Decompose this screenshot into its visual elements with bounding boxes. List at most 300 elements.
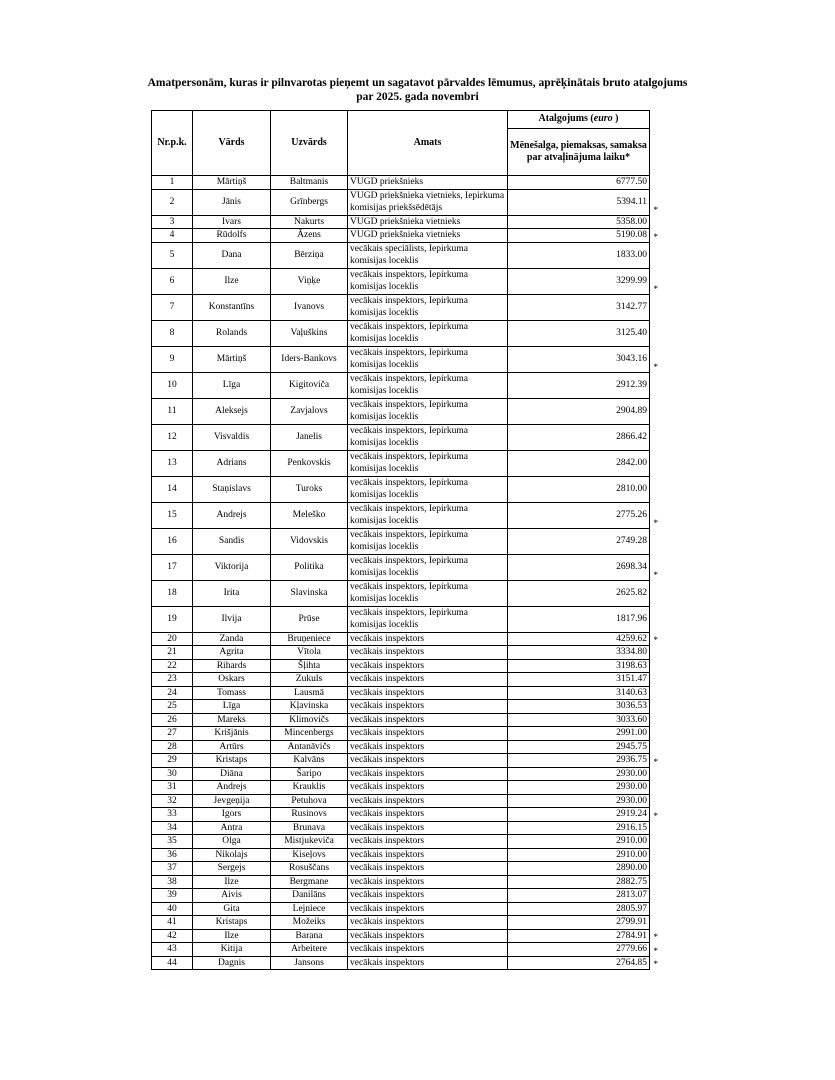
salary-amount: 2904.89 [616,405,647,416]
first-name-cell: Rihards [193,659,271,673]
last-name-cell: Šļihta [271,659,348,673]
last-name-cell: Krauklis [271,781,348,795]
first-name-cell: Andrejs [193,781,271,795]
salary-amount: 2930.00 [616,768,647,779]
first-name-cell: Jevgeņija [193,794,271,808]
last-name-cell: Klimovičs [271,713,348,727]
row-number-cell: 2 [152,189,193,215]
salary-amount-cell [508,875,650,889]
first-name-cell: Konstantīns [193,294,271,320]
first-name-cell: Līga [193,372,271,398]
salary-amount-cell [508,372,650,398]
last-name-cell: Lausmā [271,686,348,700]
position-cell: vecākais inspektors, Iepirkuma komisijas loceklis [348,476,508,502]
last-name-cell: Jansons [271,956,348,970]
first-name-cell: Agrita [193,646,271,660]
table-row [152,229,650,243]
table-row [152,242,650,268]
table-row [152,580,650,606]
header-nr: Nr.p.k. [152,111,193,176]
first-name-cell: Kristaps [193,916,271,930]
first-name-cell: Diāna [193,767,271,781]
salary-amount-cell [508,902,650,916]
salary-amount-cell [508,346,658,372]
last-name-cell: Janelis [271,424,348,450]
table-row [152,956,650,970]
salary-amount: 5358.00 [616,216,647,227]
last-name-cell: Politika [271,554,348,580]
position-cell: vecākais inspektors, Iepirkuma komisijas loceklis [348,554,508,580]
last-name-cell: Mincenbergs [271,727,348,741]
row-number-cell: 37 [152,862,193,876]
last-name-cell: Slavinska [271,580,348,606]
document-title [0,76,835,104]
table-row [152,943,650,957]
table-row [152,794,650,808]
row-number-cell: 19 [152,606,193,632]
table-row [152,346,650,372]
position-cell: vecākais inspektors [348,646,508,660]
last-name-cell: Kiseļovs [271,848,348,862]
header-position: Amats [348,111,508,176]
last-name-cell: Bruņeniece [271,632,348,646]
salary-amount-cell [508,821,650,835]
salary-amount: 2784.91 [616,930,647,941]
table-row [152,528,650,554]
salary-amount: 2866.42 [616,431,647,442]
salary-amount-cell [508,632,658,646]
position-cell: VUGD priekšnieka vietnieks [348,229,508,243]
footnote-asterisk: * [653,945,658,956]
position-cell: vecākais inspektors [348,902,508,916]
position-cell: VUGD priekšnieka vietnieks, Iepirkuma komisijas priekšsēdētājs [348,189,508,215]
row-number-cell: 4 [152,229,193,243]
first-name-cell: Andrejs [193,502,271,528]
position-cell: VUGD priekšnieka vietnieks [348,215,508,229]
last-name-cell: Brunava [271,821,348,835]
salary-amount: 2910.00 [616,849,647,860]
document-title-line2: par 2025. gada novembri [356,91,479,103]
salary-amount-cell [508,713,650,727]
salary-amount: 1817.96 [616,613,647,624]
first-name-cell: Irita [193,580,271,606]
first-name-cell: Krišjānis [193,727,271,741]
salary-amount: 2842.00 [616,457,647,468]
salary-amount-cell [508,450,650,476]
last-name-cell: Bērziņa [271,242,348,268]
last-name-cell: Rusinovs [271,808,348,822]
salary-amount: 5394.11 [616,196,647,207]
position-cell: vecākais inspektors, Iepirkuma komisijas loceklis [348,372,508,398]
table-row [152,189,650,215]
table-row [152,740,650,754]
first-name-cell: Oskars [193,673,271,687]
salary-amount-cell [508,502,658,528]
row-number-cell: 5 [152,242,193,268]
salary-amount-cell [508,424,650,450]
row-number-cell: 40 [152,902,193,916]
last-name-cell: Baltmanis [271,176,348,190]
header-salary-sub: Mēnešalga, piemaksas, samaksa par atvaļinājuma laiku* [508,129,650,176]
last-name-cell: Ivanovs [271,294,348,320]
first-name-cell: Aleksejs [193,398,271,424]
position-cell: vecākais inspektors, Iepirkuma komisijas loceklis [348,606,508,632]
last-name-cell: Barana [271,929,348,943]
last-name-cell: Prūse [271,606,348,632]
position-cell: vecākais inspektors [348,929,508,943]
row-number-cell: 36 [152,848,193,862]
row-number-cell: 9 [152,346,193,372]
salary-amount-cell [508,835,650,849]
table-row [152,808,650,822]
row-number-cell: 26 [152,713,193,727]
row-number-cell: 14 [152,476,193,502]
position-cell: vecākais inspektors [348,659,508,673]
salary-amount: 2749.28 [616,535,647,546]
position-cell: vecākais inspektors [348,727,508,741]
salary-amount: 2799.91 [616,917,647,927]
row-number-cell: 38 [152,875,193,889]
table-row [152,398,650,424]
salary-amount-cell [508,767,650,781]
salary-amount-cell [508,268,658,294]
first-name-cell: Kitija [193,943,271,957]
row-number-cell: 24 [152,686,193,700]
salary-amount-cell [508,580,650,606]
position-cell: vecākais inspektors [348,794,508,808]
salary-amount: 5190.08 [616,230,647,240]
first-name-cell: Mareks [193,713,271,727]
footnote-asterisk: * [653,810,658,821]
position-cell: vecākais inspektors [348,673,508,687]
last-name-cell: Rosuščans [271,862,348,876]
salary-amount: 1833.00 [616,249,647,260]
position-cell: vecākais inspektors, Iepirkuma komisijas loceklis [348,346,508,372]
footnote-asterisk: * [653,635,658,645]
table-row [152,424,650,450]
salary-amount-cell [508,740,650,754]
first-name-cell: Gita [193,902,271,916]
salary-amount: 2882.75 [616,876,647,887]
last-name-cell: Turoks [271,476,348,502]
header-salary-group [508,111,650,129]
salary-amount: 2919.24 [616,809,647,819]
table-row [152,821,650,835]
last-name-cell: Grīnbergs [271,189,348,215]
table-row [152,700,650,714]
table-row [152,875,650,889]
table-row [152,848,650,862]
position-cell: vecākais inspektors, Iepirkuma komisijas loceklis [348,528,508,554]
salary-amount: 2698.34 [616,561,647,572]
row-number-cell: 32 [152,794,193,808]
salary-amount: 2775.26 [616,509,647,520]
table-row [152,632,650,646]
salary-amount: 4259.62 [616,633,647,644]
position-cell: vecākais inspektors [348,835,508,849]
salary-amount-cell [508,215,650,229]
row-number-cell: 3 [152,215,193,229]
last-name-cell: Zavjalovs [271,398,348,424]
salary-amount: 6777.50 [616,177,647,187]
row-number-cell: 30 [152,767,193,781]
first-name-cell: Mārtiņš [193,346,271,372]
table-row [152,215,650,229]
position-cell: vecākais inspektors [348,956,508,970]
first-name-cell: Adrians [193,450,271,476]
footnote-asterisk: * [653,932,658,942]
first-name-cell: Rolands [193,320,271,346]
position-cell: vecākais inspektors [348,808,508,822]
position-cell: vecākais inspektors, Iepirkuma komisijas loceklis [348,424,508,450]
salary-amount-cell [508,943,658,957]
salary-amount-cell [508,808,658,822]
document-title-line1: Amatpersonām, kuras ir pilnvarotas pieņemt un sagatavot pārvaldes lēmumus, aprēķinātais bruto atalgojums [147,77,688,89]
row-number-cell: 35 [152,835,193,849]
table-row [152,606,650,632]
table-row [152,294,650,320]
salary-amount-cell [508,476,650,502]
position-cell: vecākais inspektors, Iepirkuma komisijas loceklis [348,268,508,294]
table-row [152,502,650,528]
row-number-cell: 28 [152,740,193,754]
first-name-cell: Sandis [193,528,271,554]
last-name-cell: Vidovskis [271,528,348,554]
first-name-cell: Jānis [193,189,271,215]
table-row [152,554,650,580]
last-name-cell: Kļavinska [271,700,348,714]
salary-amount-cell [508,686,650,700]
table-row [152,268,650,294]
header-salary-group-euro: euro [593,113,613,125]
salary-amount: 2916.15 [616,822,647,833]
row-number-cell: 44 [152,956,193,970]
salary-amount: 3043.16 [616,353,647,364]
salary-amount-cell [508,646,650,660]
header-salary-group-prefix: Atalgojums ( [538,113,594,125]
row-number-cell: 41 [152,916,193,930]
table-row [152,176,650,190]
salary-amount-cell [508,320,650,346]
salary-amount: 3033.60 [616,714,647,725]
row-number-cell: 42 [152,929,193,943]
row-number-cell: 23 [152,673,193,687]
first-name-cell: Igors [193,808,271,822]
table-row [152,727,650,741]
row-number-cell: 25 [152,700,193,714]
last-name-cell: Možeiks [271,916,348,930]
last-name-cell: Nakurts [271,215,348,229]
position-cell: vecākais inspektors [348,781,508,795]
first-name-cell: Sergejs [193,862,271,876]
salary-amount-cell [508,848,650,862]
position-cell: vecākais inspektors, Iepirkuma komisijas loceklis [348,320,508,346]
salary-amount-cell [508,176,650,190]
salary-amount: 3198.63 [616,660,647,671]
row-number-cell: 31 [152,781,193,795]
salary-amount: 2813.07 [616,890,647,900]
footnote-asterisk: * [653,569,658,580]
salary-amount-cell [508,916,650,930]
table-row [152,754,650,768]
last-name-cell: Antanāvičs [271,740,348,754]
row-number-cell: 11 [152,398,193,424]
last-name-cell: Viņķe [271,268,348,294]
salary-amount: 3151.47 [616,674,647,684]
row-number-cell: 33 [152,808,193,822]
first-name-cell: Ivars [193,215,271,229]
first-name-cell: Ilze [193,929,271,943]
position-cell: vecākais inspektors [348,943,508,957]
first-name-cell: Līga [193,700,271,714]
table-row [152,673,650,687]
position-cell: vecākais inspektors [348,686,508,700]
salary-amount: 2890.00 [616,863,647,873]
salary-amount-cell [508,554,658,580]
table-row [152,767,650,781]
position-cell: vecākais inspektors, Iepirkuma komisijas loceklis [348,502,508,528]
position-cell: vecākais inspektors, Iepirkuma komisijas loceklis [348,398,508,424]
row-number-cell: 43 [152,943,193,957]
row-number-cell: 15 [152,502,193,528]
table-row [152,781,650,795]
first-name-cell: Olga [193,835,271,849]
row-number-cell: 10 [152,372,193,398]
row-number-cell: 21 [152,646,193,660]
header-first-name: Vārds [193,111,271,176]
last-name-cell: Kigitoviča [271,372,348,398]
position-cell: VUGD priekšnieks [348,176,508,190]
table-row [152,372,650,398]
first-name-cell: Kristaps [193,754,271,768]
salary-amount-cell [508,294,650,320]
position-cell: vecākais inspektors [348,889,508,903]
first-name-cell: Staņislavs [193,476,271,502]
first-name-cell: Visvaldis [193,424,271,450]
last-name-cell: Vaļuškins [271,320,348,346]
first-name-cell: Mārtiņš [193,176,271,190]
row-number-cell: 39 [152,889,193,903]
row-number-cell: 13 [152,450,193,476]
salary-amount: 2936.75 [616,755,647,765]
first-name-cell: Ilze [193,875,271,889]
first-name-cell: Zanda [193,632,271,646]
salary-amount-cell [508,659,650,673]
salary-table [151,110,658,970]
salary-amount: 2779.66 [616,944,647,954]
salary-amount-cell [508,889,650,903]
table-row [152,835,650,849]
salary-amount-cell [508,189,658,215]
salary-amount-cell [508,754,658,768]
row-number-cell: 18 [152,580,193,606]
salary-amount-cell [508,781,650,795]
salary-amount: 2805.97 [616,903,647,914]
first-name-cell: Ilze [193,268,271,294]
footnote-asterisk: * [653,204,658,215]
last-name-cell: Mistjukeviča [271,835,348,849]
table-body [152,176,658,970]
salary-amount-cell [508,242,650,268]
table-row [152,713,650,727]
salary-amount-cell [508,673,650,687]
salary-amount: 2930.00 [616,795,647,806]
table-row [152,862,650,876]
last-name-cell: Vītola [271,646,348,660]
salary-amount-cell [508,862,650,876]
first-name-cell: Dana [193,242,271,268]
salary-amount-cell [508,606,650,632]
position-cell: vecākais inspektors [348,632,508,646]
position-cell: vecākais inspektors [348,848,508,862]
last-name-cell: Meleško [271,502,348,528]
last-name-cell: Āzens [271,229,348,243]
salary-amount: 3036.53 [616,701,647,711]
table-header [152,111,650,176]
first-name-cell: Tomass [193,686,271,700]
table-row [152,916,650,930]
first-name-cell: Rūdolfs [193,229,271,243]
position-cell: vecākais inspektors [348,862,508,876]
row-number-cell: 12 [152,424,193,450]
first-name-cell: Aivis [193,889,271,903]
position-cell: vecākais speciālists, Iepirkuma komisijas loceklis [348,242,508,268]
first-name-cell: Antra [193,821,271,835]
table-row [152,686,650,700]
table-row [152,646,650,660]
first-name-cell: Artūrs [193,740,271,754]
footnote-asterisk: * [653,756,658,767]
row-number-cell: 27 [152,727,193,741]
row-number-cell: 34 [152,821,193,835]
position-cell: vecākais inspektors [348,700,508,714]
position-cell: vecākais inspektors, Iepirkuma komisijas loceklis [348,294,508,320]
position-cell: vecākais inspektors [348,821,508,835]
footnote-asterisk: * [653,517,658,528]
first-name-cell: Viktorija [193,554,271,580]
salary-amount-cell [508,929,658,943]
row-number-cell: 20 [152,632,193,646]
last-name-cell: Danilāns [271,889,348,903]
salary-amount-cell [508,727,650,741]
row-number-cell: 29 [152,754,193,768]
row-number-cell: 17 [152,554,193,580]
table-row [152,450,650,476]
position-cell: vecākais inspektors, Iepirkuma komisijas loceklis [348,450,508,476]
table-row [152,889,650,903]
salary-amount: 2930.00 [616,782,647,792]
last-name-cell: Penkovskis [271,450,348,476]
last-name-cell: Šaripo [271,767,348,781]
header-salary-group-suffix: ) [612,113,619,125]
position-cell: vecākais inspektors [348,875,508,889]
salary-amount-cell [508,229,658,243]
table-row [152,902,650,916]
position-cell: vecākais inspektors [348,740,508,754]
salary-amount: 3125.40 [616,327,647,338]
salary-amount-cell [508,956,658,970]
salary-amount: 3140.63 [616,687,647,698]
salary-amount-cell [508,794,650,808]
first-name-cell: Dagnis [193,956,271,970]
first-name-cell: Ilvija [193,606,271,632]
salary-amount: 2910.00 [616,836,647,846]
table-row [152,476,650,502]
salary-amount: 3142.77 [616,301,647,312]
last-name-cell: Bergmane [271,875,348,889]
salary-amount: 2764.85 [616,957,647,968]
salary-amount: 3299.99 [616,275,647,286]
